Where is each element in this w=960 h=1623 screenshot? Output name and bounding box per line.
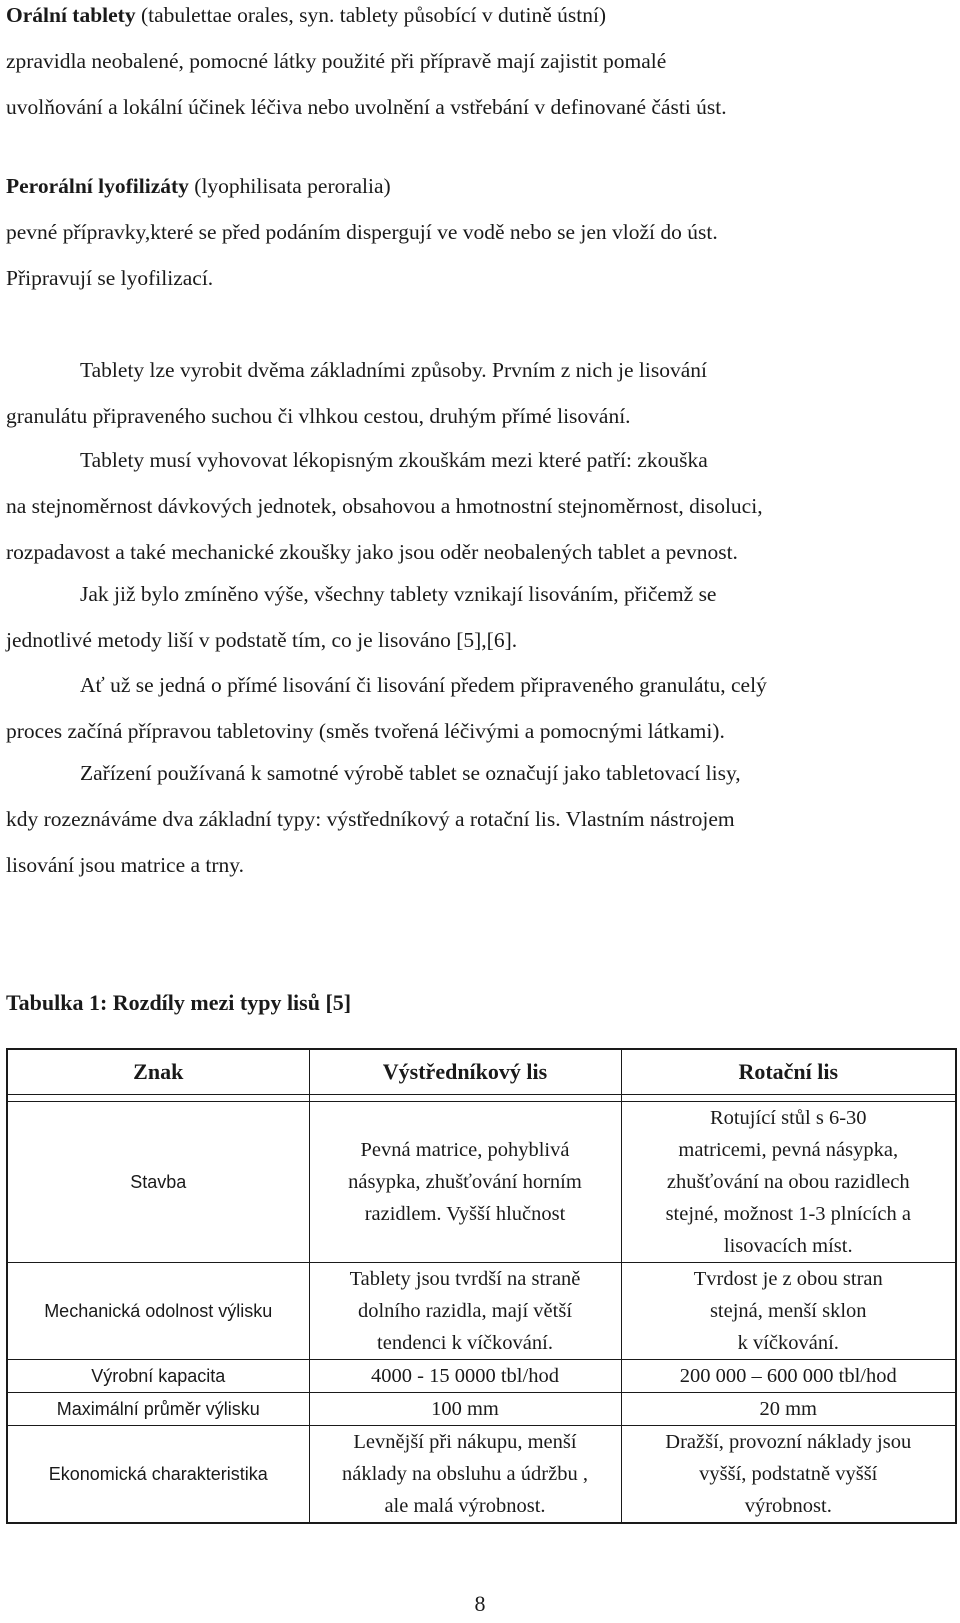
paragraph-production-methods: Tablety lze vyrobit dvěma základními způsoby. Prvním z nich je lisování granulátu připraveného suchou či vlhkou cestou, druhým přímé lisování. xyxy=(6,358,708,428)
rotary-cell: Dražší, provozní náklady jsou vyšší, podstatně vyšší výrobnost. xyxy=(621,1426,956,1524)
paragraph-tablet-presses: Zařízení používaná k samotné výrobě tablet se označují jako tabletovací lisy, kdy rozeznáváme dva základní typy: výstředníkový a rotační lis. Vlastním nástrojem lisování jsou matrice a trny. xyxy=(6,761,741,877)
rotary-cell: Rotující stůl s 6-30 matricemi, pevná násypka, zhušťování na obou razidlech stejné, možnost 1-3 plnících a lisovacích míst. xyxy=(621,1102,956,1263)
paragraph-compression: Jak již bylo zmíněno výše, všechny tablety vznikají lisováním, přičemž se jednotlivé metody liší v podstatě tím, co je lisováno [5],[6]. xyxy=(6,582,717,652)
oral-tablets-line-3: uvolňování a lokální účinek léčiva nebo uvolnění a vstřebání v definované části úst. xyxy=(6,95,727,119)
feature-cell: Mechanická odolnost výlisku xyxy=(7,1263,309,1360)
rotary-cell: Tvrdost je z obou stran stejná, menší sklon k víčkování. xyxy=(621,1263,956,1360)
header-eccentric-press: Výstředníkový lis xyxy=(309,1049,621,1095)
press-comparison-table xyxy=(6,1048,957,1524)
table-row xyxy=(7,1102,956,1263)
page-number: 8 xyxy=(474,1591,486,1616)
lyophilisates-line-3: Připravují se lyofilizací. xyxy=(6,266,214,290)
paragraph-tableting-mass: Ať už se jedná o přímé lisování či lisování předem připraveného granulátu, celý proces začíná přípravou tabletoviny (směs tvořená léčivými a pomocnými látkami). xyxy=(6,673,767,743)
rotary-cell: 200 000 – 600 000 tbl/hod xyxy=(621,1360,956,1393)
table-header-row xyxy=(7,1049,956,1095)
eccentric-cell: Pevná matrice, pohyblivá násypka, zhušťování horním razidlem. Vyšší hlučnost xyxy=(309,1102,621,1263)
table-row xyxy=(7,1426,956,1524)
rotary-cell: 20 mm xyxy=(621,1393,956,1426)
eccentric-cell: Levnější při nákupu, menší náklady na obsluhu a údržbu , ale malá výrobnost. xyxy=(309,1426,621,1524)
oral-tablets-definition: Orální tablety (tabulettae orales, syn. tablety působící v dutině ústní) zpravidla neobalené, pomocné látky použité při přípravě mají zajistit pomalé uvolňování a lokální účinek léčiva nebo uvolnění a vstřebání v definované části úst. xyxy=(6,0,956,130)
lyophilisates-line-2: pevné přípravky,které se před podáním dispergují ve vodě nebo se jen vloží do úst. xyxy=(6,220,718,244)
paragraph-pharmacopoeia-tests: Tablety musí vyhovovat lékopisným zkouškám mezi které patří: zkouška na stejnoměrnost dávkových jednotek, obsahovou a hmotnostní stejnoměrnost, disoluci, rozpadavost a také mechanické zkoušky jako jsou oděr neobalených tablet a pevnost. xyxy=(6,448,763,564)
eccentric-cell: Tablety jsou tvrdší na straně dolního razidla, mají větší tendenci k víčkování. xyxy=(309,1263,621,1360)
table-row xyxy=(7,1263,956,1360)
feature-cell: Maximální průměr výlisku xyxy=(7,1393,309,1426)
table-row xyxy=(7,1360,956,1393)
header-rotary-press: Rotační lis xyxy=(621,1049,956,1095)
lyophilisates-definition: Perorální lyofilizáty (lyophilisata peroralia) pevné přípravky,které se před podáním dispergují ve vodě nebo se jen vloží do úst. Připravují se lyofilizací. xyxy=(6,163,956,301)
feature-cell: Stavba xyxy=(7,1102,309,1263)
eccentric-cell: 100 mm xyxy=(309,1393,621,1426)
header-feature: Znak xyxy=(7,1049,309,1095)
table-caption: Tabulka 1: Rozdíly mezi typy lisů [5] xyxy=(6,990,352,1015)
oral-tablets-line-2: zpravidla neobalené, pomocné látky použité při přípravě mají zajistit pomalé xyxy=(6,49,667,73)
eccentric-cell: 4000 - 15 0000 tbl/hod xyxy=(309,1360,621,1393)
table-row xyxy=(7,1393,956,1426)
feature-cell: Výrobní kapacita xyxy=(7,1360,309,1393)
feature-cell: Ekonomická charakteristika xyxy=(7,1426,309,1524)
oral-tablets-term: Orální tablety xyxy=(6,3,136,27)
lyophilisates-term: Perorální lyofilizáty xyxy=(6,174,189,198)
